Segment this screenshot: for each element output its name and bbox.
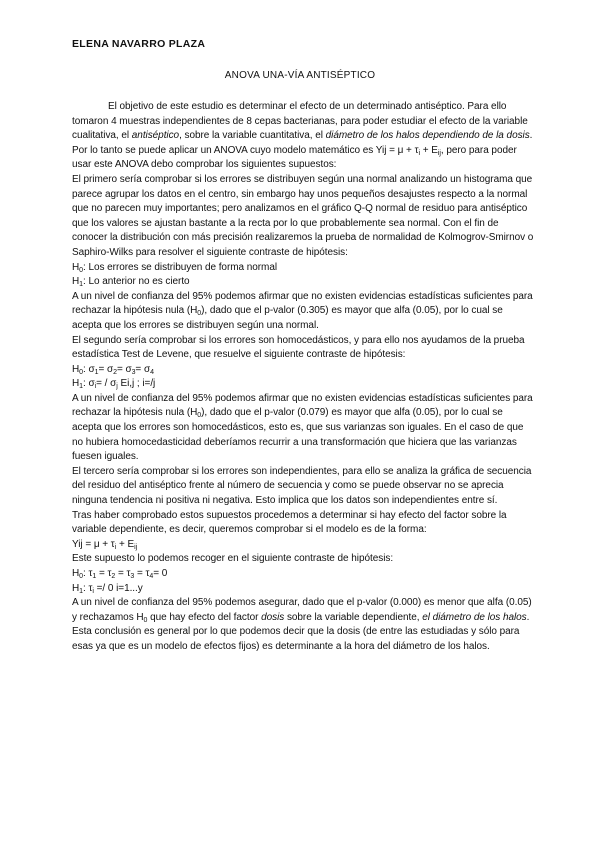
normality-paragraph: El primero sería comprobar si los errores se distribuyen según una normal analizando un histograma que parece agrupar los datos en el centro, sin embargo hay unos pequeños desajustes respecto a la normal que no parecen muy importantes; pero analizamos en el gráfico Q-Q normal de residuo para antiséptico que los valores se ajustan bastante a la recta por lo que probablemente sea normal. Con el fin de conocer la distribución con más precisión realizaremos la prueba de normalidad de Kolmogrov-Smirnov o Saphiro-Wilks para resolver el siguiente contraste de hipótesis: (72, 173, 534, 258)
h1-tau: $H_1$: $\tau_i =/ 0$ i=1...y (72, 582, 143, 595)
homoscedasticity-paragraph: El segundo sería comprobar si los errores son homocedásticos, y para ello nos ayudamos de la prueba estadística Test de Levene, que resuelve el siguiente contraste de hipótesis: (72, 334, 525, 361)
h1-variance: $H_1$: $\sigma_i= / \sigma_j$ Ei,j ; i=/j (72, 378, 156, 391)
intro-paragraph: El objetivo de este estudio es determinar el efecto de un determinado antiséptico. Para ello tomaron 4 muestras independientes de 8 cepas bacterianas, para poder estudiar el efecto de la variable cualitativa, el antiséptico, sobre la variable cuantitativa, el diámetro de los halos dependiendo de la dosis. (72, 101, 533, 142)
author-name: ELENA NAVARRO PLAZA (72, 38, 206, 50)
independence-paragraph: El tercero sería comprobar si los errores son independientes, para ello se analiza la gráfica de secuencia del residuo del antiséptico frente al número de secuencia y como se puede observar no se aprecia ninguna tendencia ni positiva ni negativa. Esto implica que los datos son independientes entre sí. (72, 465, 532, 507)
document-body (72, 100, 534, 655)
h0-variance: $H_0$: $\sigma_1= \sigma_2= \sigma_3= \sigma_4$ (72, 363, 154, 376)
h0-normality: $H_0$: Los errores se distribuyen de forma normal (72, 261, 278, 274)
document-title: ANOVA UNA-VÍA ANTISÉPTICO (224, 70, 376, 81)
homoscedasticity-conclusion: A un nivel de confianza del 95% podemos afirmar que no existen evidencias estadísticas suficientes para rechazar la hipótesis nula $(H_0)$, dado que el p-valor (0.079) es mayor que alfa (0.05), por lo cual se acepta que los errores son homocedásticos, esto es, que sus varianzas son iguales. En el caso de que no hubiera homocedasticidad deberíamos recurrir a una transformación que hiciera que las varianzas fuesen iguales. (72, 392, 533, 463)
model-equation: Yij = $\mu + \tau_i + E_{ij}$ (72, 538, 138, 551)
hypothesis-intro: Este supuesto lo podemos recoger en el siguiente contraste de hipótesis: (72, 553, 394, 565)
normality-conclusion: A un nivel de confianza del 95% podemos afirmar que no existen evidencias estadísticas suficientes para rechazar la hipótesis nula $(H_0)$, dado que el p-valor (0.305) es mayor que alfa (0.05), por lo cual se acepta que los errores se distribuyen según una normal. (72, 290, 533, 331)
h0-tau: $H_0$: $\tau_1 = \tau_2 = \tau_3 = \tau_4= 0$ (72, 568, 168, 580)
final-conclusion: A un nivel de confianza del 95% podemos asegurar, dado que el p-valor (0.000) es menor que alfa (0.05) y rechazamos $H_0$ que hay efecto del factor dosis sobre la variable dependiente, el diámetro de los halos. Esta conclusión es general por lo que podemos decir que la dosis (de entre las estudiadas y sólo para esas ya que es un modelo de efectos fijos) es determinante a la hora del diámetro de los halos. (72, 597, 532, 652)
anova-model-paragraph: Por lo tanto se puede aplicar un ANOVA cuyo modelo matemático es Yij = $\mu + \tau_i + E_{ij}$, pero para poder usar este ANOVA debo comprobar los siguientes supuestos: (72, 144, 517, 171)
h1-normality: $H_1$: Lo anterior no es cierto (72, 276, 190, 289)
factor-effect-paragraph: Tras haber comprobado estos supuestos procedemos a determinar si hay efecto del factor sobre la variable dependiente, es decir, queremos comprobar si el modelo es de la forma: (72, 509, 507, 536)
